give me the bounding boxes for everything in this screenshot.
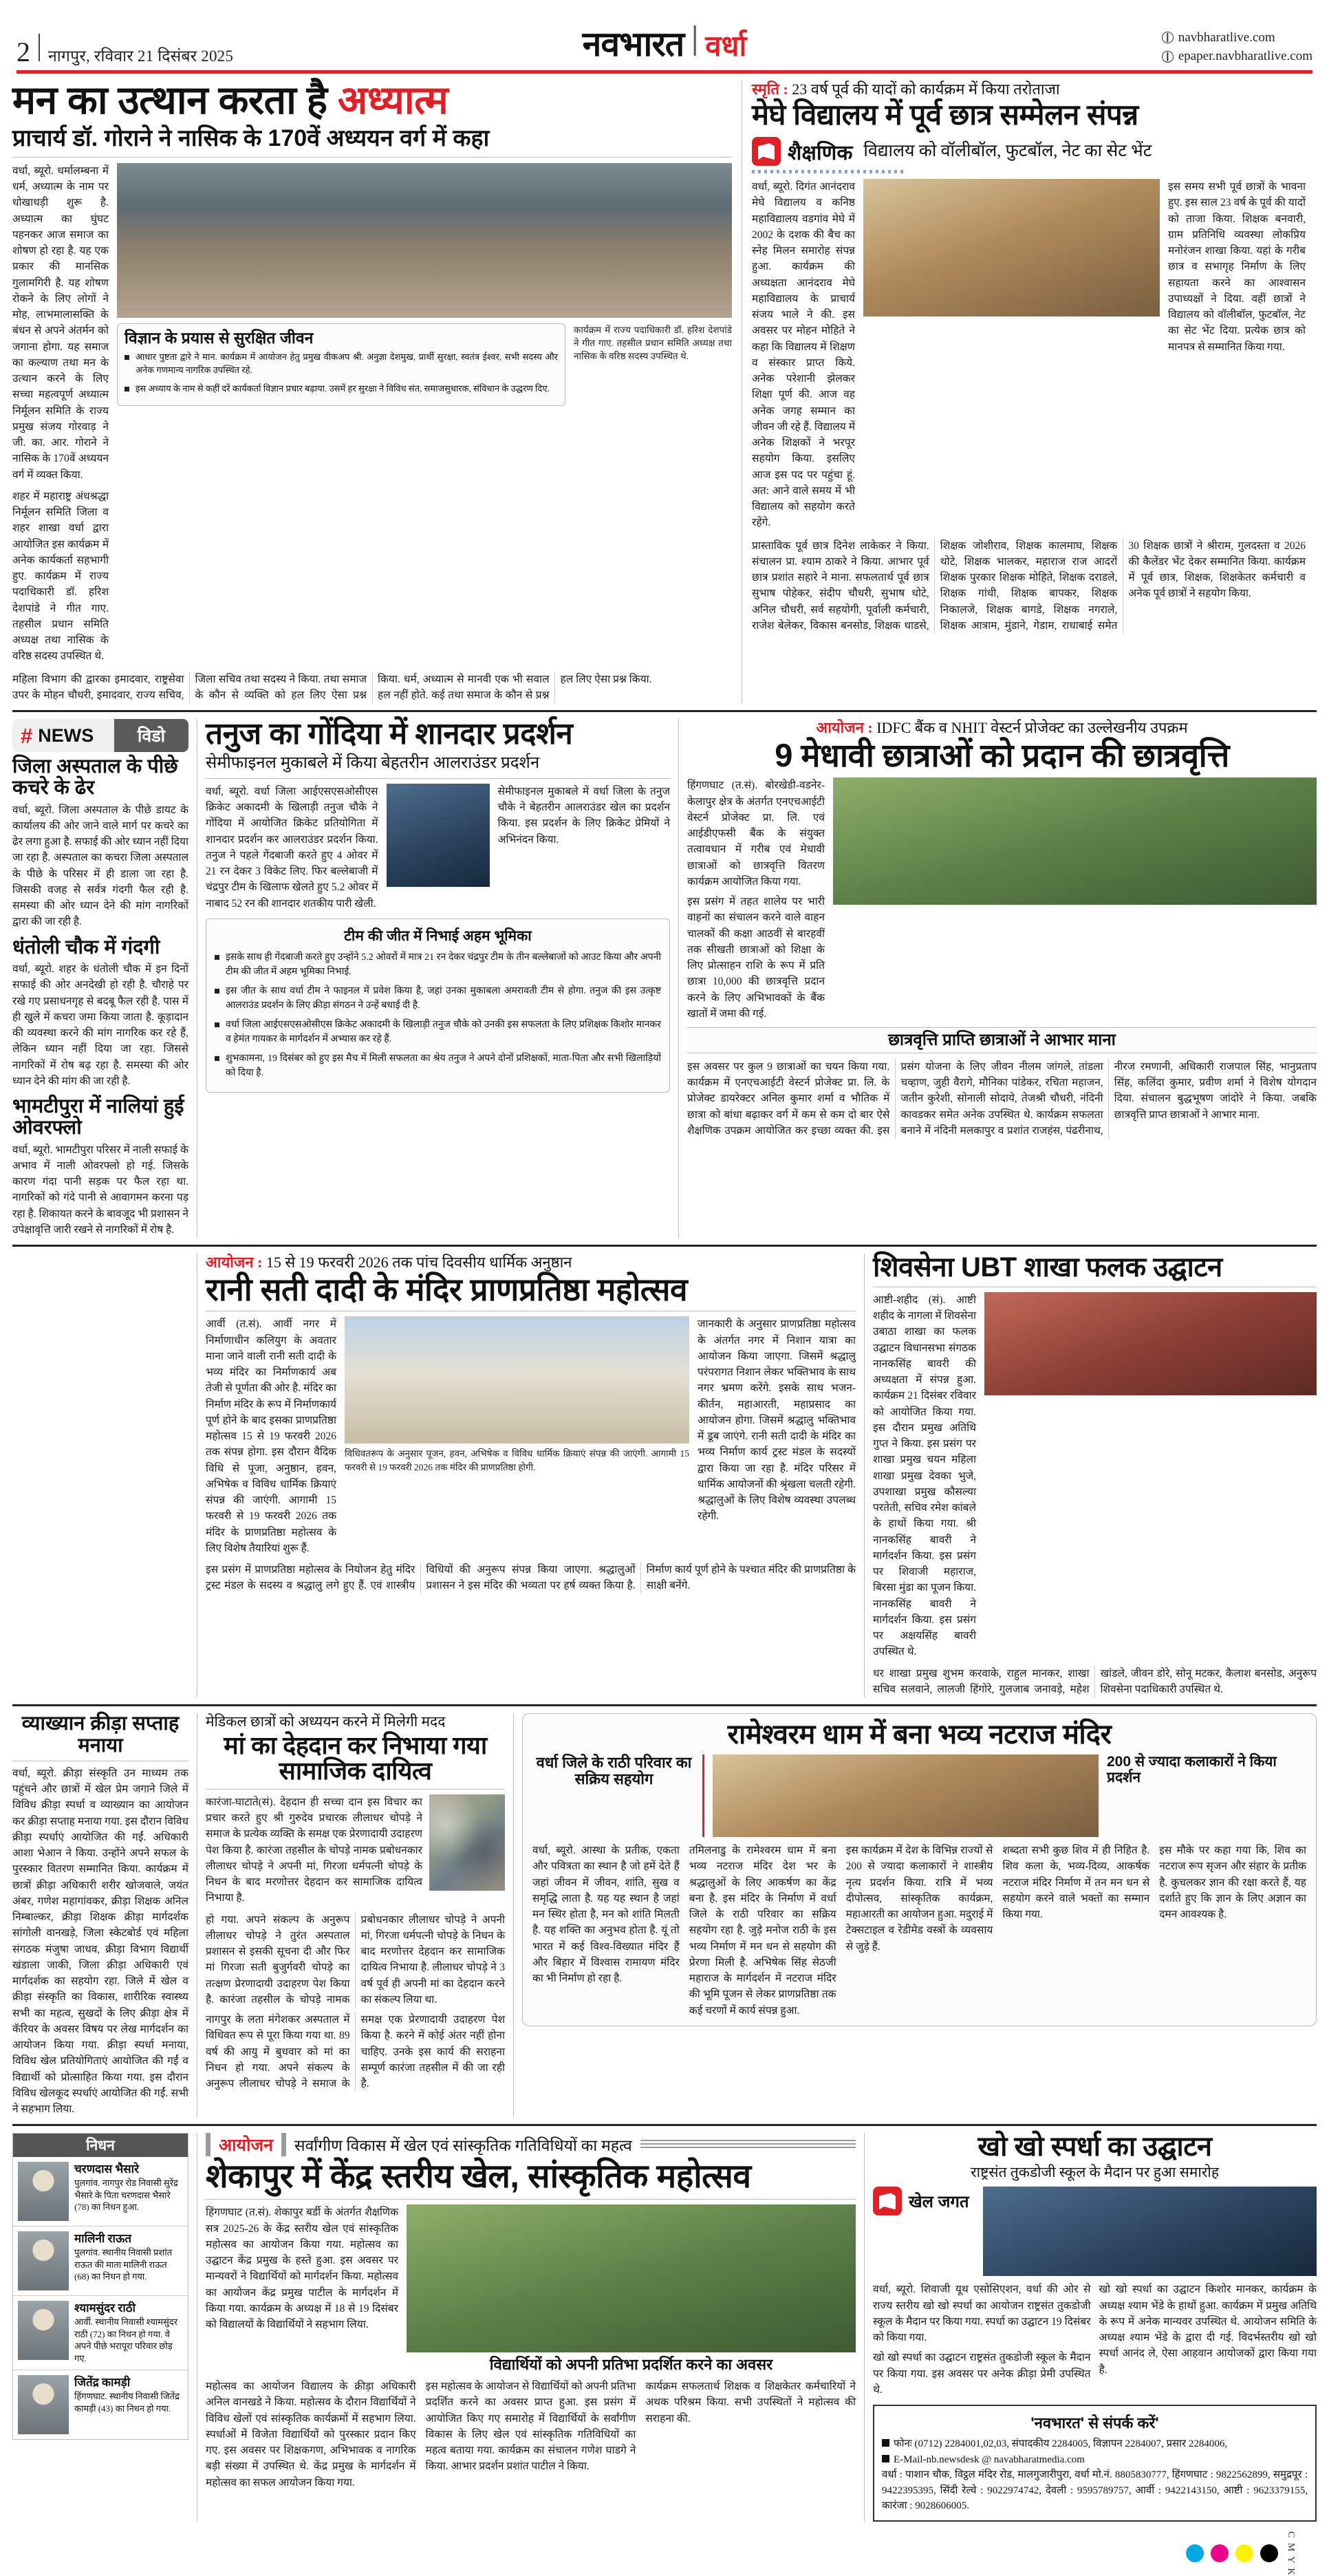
lead-headline-accent: अध्यात्म [337, 78, 449, 122]
news-item-headline: भामटीपुरा में नालियां हुई ओवरफ्लो [12, 1095, 184, 1139]
smriti-body-1: वर्धा, ब्यूरो. दिगंत आनंदराव मेघे विद्यालय व कनिष्ठ महाविद्यालय वडगांव मेघे में 2002 के दशक की बैच का स्नेह मिलन समारोह संपन्न हुआ. कार्यक्रम की अध्यक्षता आनंदराव मेघे महाविद्यालय के प्राचार्य संजय भाले ने की. इस अवसर पर मोहन मोहिते ने कहा कि विद्यालय में शिक्षण व संस्कार प्राप्त किये. अनेक परेशानी झेलकर शिक्षा पूर्ण की. आज वह अनेक जगह सम्मान का जीवन जी रहे हैं. विद्यालय में अनेक शिक्षकों ने भरपूर सहयोग किया. इसलिए आज इस पद पर पहुंचा हूं. अत: आने वाले समय में भी विद्यालय को सहयोग करते रहेंगे. [752, 181, 855, 529]
masthead-left [17, 34, 233, 66]
lead-headline [12, 80, 448, 120]
contact-address: वर्धा : पाशान चौक, विट्ठल मंदिर रोड, मालगुजारीपुरा, वर्धा मो.नं. 8805830777, हिंगणघाट : 9822562899, समुद्रपूर : 9422395395, सिंदी रेल्वे : 9022974742, देवली : 9595789757, आर्वी : 9422143150, आष्टी : 9623379155, कारंजा : 9028606005. [882, 2469, 1308, 2512]
tanuj-body-2: सेमीफाइनल मुकाबले में वर्धा जिला के तनुज चौके ने बेहतरीन आलराउंडर खेल का प्रदर्शन किया. इस प्रदर्शन के लिए क्रिकेट प्रेमियों ने अभिनंदन किया. [497, 785, 670, 846]
video-tag[interactable]: विडो [114, 719, 188, 752]
nataraj-body-5: इस मौके पर कहा गया कि, शिव का नटराज रूप सृजन और संहार के प्रतीक है. कुचलकर ज्ञान की रक्षा करते हैं, यह दर्शाते हुए कि ज्ञान के लिए अज्ञान का दमन आवश्यक है. [1159, 1845, 1306, 1920]
scholarship-pull-head: छात्रवृत्ति प्राप्ति छात्राओं ने आभार माना [888, 1031, 1116, 1050]
shaikshanik-badge [752, 137, 852, 166]
news-item-headline: धंतोली चौक में गंदगी [12, 936, 160, 958]
dateline: नागपुर, रविवार 21 दिसंबर 2025 [48, 47, 234, 65]
cmyk-cyan-dot [1186, 2544, 1204, 2562]
contact-email-text: E-Mail-nb.newsdesk @ navabharatmedia.com [894, 2454, 1085, 2465]
lead-headline-part1: मन का उत्थान करता है [12, 78, 338, 122]
dehdaan-body-3: नागपुर के लता मंगेशकर अस्पताल में विधिवत रूप से पूरा किया गया था. 89 वर्ष की आयु में बुधवार को मां का निधन हो गया. अपने संकल्प के अनुरूप लीलाधर चोपड़े ने समाज के समक्ष एक प्रेरणादायी उदाहरण पेश किया है. करने में कोई अंतर नहीं होना चाहिए. उनके इस कार्य की सराहना सम्पूर्ण कारंजा तहसील में की जा रही है. [206, 2014, 505, 2090]
obituary-column [12, 2133, 197, 2521]
obituary-row [13, 2296, 188, 2370]
tanuj-pull-head: टीम की जीत में निभाई अहम भूमिका [344, 927, 532, 944]
vyakhyan-body: वर्धा, ब्यूरो. क्रीड़ा संस्कृति उन माध्यम तक पहुंचने और छात्रों में खेल प्रेम जगाने जिले में विविध क्रीड़ा स्पर्धा व व्याख्यान का आयोजन कर क्रीड़ा सप्ताह मनाया गया. इस दौरान विविध क्रीड़ा स्पर्धाएं आयोजित की गईं. अधिकारी आशा भेआन ने किया. उन्होंने अपने सफल के पुरस्कार वितरण सम्मानित किया. कार्यक्रम में छात्रों क्रीड़ा अधिकारी शरीर खोजवाले, जयंत अंबर, गणेश महागांवकर, क्रीड़ा शिक्षक अनिल निम्बाल्कर, क्रीड़ा शिक्षक क्रीड़ा मार्गदर्शक सांगोली वानखड़े, जिला स्केटबोर्ड एवं महिला संगठक मंजुषा जाधव, क्रीड़ा विभाग विद्यार्थी खंडाला जाकी, जिला क्रीड़ा अधिकारी एवं मार्गदर्शक का सहयोग रहा. जिले में खेल व क्रीड़ा संस्कृति का विकास, शारीरिक स्वास्थ्य सभी का महत्व, सुखदों के लिए क्रीड़ा क्षेत्र में कॅरियर के अवसर विषय पर लेख मार्गदर्शन का आयोजन किया गया. क्रीड़ा स्पर्धा मनाया, विविध खेल प्रतियोगिताएं आयोजित की गईं व विद्यार्थी को प्रोत्साहित किया गया. इस दौरान विविध खेलकूद स्पर्धाएं आयोजित की गईं. सभी ने सहभाग लिया. [12, 1767, 188, 2116]
scholarship-body-4: इस अवसर पर कुल 9 छात्राओं का चयन किया गया. कार्यक्रम में एनएचआईटी वेस्टर्न प्रोजेक्ट प्रा. लि. के प्रोजेक्ट डायरेक्टर अनिल कुमार शर्मा व भौतिक में छात्रा को बांधा बढ़ाकर वर्ग में कम से कम दो बार ऐसे शैक्षणिक उपक्रम आयोजित कर इच्छा व्यक्त की. इस प्रसंग योजना के लिए जीवन नीलम जांगले, तांडला चव्हाण, जुही वैरागे, मौनिका पांडेकर, रचिता महाजन, जतीन कुरेशी, सोनाली सोदाये, तेजश्री चौधरी, नंदिनी कावडकर समेत अनेक उपस्थित थे. कार्यक्रम सफलता बनाने में नंदिनी मलकापुर व प्रशांत राजहंस, पंढरीनाथ, नीरज रमणानी, अधिकारी राजपाल सिंह, भानुप्रताप सिंह, कलिंदा कुमार, प्रवीण शर्मा ने विशेष योगदान दिया. संचालन बुद्धभूषण जांदोरे ने किया. जबकि छात्रवृत्ति प्राप्त छात्राओं ने आभार माना. [687, 1060, 1317, 1137]
news-item-headline: जिला अस्पताल के पीछे कचरे के ढेर [12, 755, 178, 799]
nataraj-subhead-1: वर्धा जिले के राठी परिवार का सक्रिय सहयोग [536, 1754, 692, 1788]
edition-name: वर्धा [705, 30, 747, 62]
tanuj-subhead: सेमीफाइनल मुकाबले में किया बेहतरीन आलराउंडर प्रदर्शन [206, 753, 540, 772]
mandir-kicker-rest: 15 से 19 फरवरी 2026 तक पांच दिवसीय धार्मिक अनुष्ठान [262, 1254, 572, 1271]
band-text: सर्वांगीण विकास में खेल एवं सांस्कृतिक गतिविधियों का महत्व [294, 2137, 632, 2155]
khokho-headline: खो खो स्पर्धा का उद्घाटन [977, 2132, 1212, 2162]
vyakhyan-story [12, 1713, 197, 2117]
smriti-kicker-rest: 23 वर्ष पूर्व की यादों को कार्यक्रम में किया तरोताजा [788, 80, 1060, 98]
obituary-text: पुलगांव. नागपुर रोड निवासी सुरेंद्र भैसारे के पिता चरणदास भैसारे (78) का निधन हुआ. [74, 2177, 178, 2213]
obituary-row [13, 2370, 188, 2439]
lead-body-2: शहर में महाराष्ट्र अंधश्रद्धा निर्मूलन समिति जिला व शहर शाखा वर्धा द्वारा आयोजित इस कार्यक्रम में अनेक कार्यकर्ता सहभागी हुए. कार्यक्रम में राज्य पदाधिकारी डॉ. हरिश देशपांडे ने गीत गाए. तहसील प्रधान समिति अध्यक्ष तथा नासिक के वरिष्ठ सदस्य उपस्थित थे. [12, 490, 109, 663]
nataraj-photo [713, 1754, 1099, 1837]
mahotsav-body-3: इस महोत्सव के आयोजन से विद्यार्थियों को अपनी प्रतिभा प्रदर्शित करने का अवसर प्राप्त हुआ. इस प्रसंग में आयोजित किए गए समारोह में विद्यार्थियों के सर्वांगीण विकास के लिए खेल एवं सांस्कृतिक गतिविधियों का महत्व बताया गया. कार्यक्रम का संचालन गणेश घाडगे ने किया. आभार प्रदर्शन प्रशांत पाटील ने किया. [425, 2381, 636, 2473]
nataraj-subhead-2: 200 से ज्यादा कलाकारों ने किया प्रदर्शन [1107, 1754, 1277, 1785]
obituary-name: जितेंद्र कामड़ी [74, 2376, 131, 2390]
contact-phone [882, 2436, 1308, 2452]
mandir-body-1: आर्वी (त.सं). आर्वी नगर में निर्माणाधीन कलियुग के अवतार माना जाने वाली रानी सती दादी के भव्य मंदिर का निर्माणकार्य अब तेजी से पूर्णता की ओर है. मंदिर का निर्माण मंदिर के रूप में निर्माणकार्य पूर्ण होने के बाद इसका प्राणप्रतिष्ठा महोत्सव 15 से 19 फरवरी 2026 तक संपन्न होगा. इस दौरान वैदिक विधि से पूजा, अनुष्ठान, हवन, अभिषेक व विविध धार्मिक क्रियाएं संपन्न की जाएंगी. आगामी 15 फरवरी से 19 फरवरी 2026 तक मंदिर के प्राणप्रतिष्ठा महोत्सव के लिए विशेष तैयारियां शुरू हैं. [206, 1318, 336, 1554]
obituary-photo [18, 2231, 69, 2290]
brand-lockup [583, 19, 747, 66]
cmyk-yellow-dot [1235, 2544, 1253, 2562]
obituary-text: आर्वी. स्थानीय निवासी श्यामसुंदर राठी (72) का निधन हो गया. वे अपने पीछे भरापूरा परिवार छोड़ गए. [74, 2316, 178, 2364]
dehdaan-body-1: कारंजा-घाटाते(सं). देहदान ही सच्चा दान इस विचार का प्रचार करते हुए श्री गुरुदेव प्रचारक लीलाधर चोपड़े ने समाज के प्रत्येक व्यक्ति के समक्ष एक प्रेरणादायी उदाहरण पेश किया है. कारंजा तहसील के चोपड़े नामक प्रबोधनकार लीलाधर चोपड़े ने अपनी मां, गिरजा धर्मपत्नी चोपड़े के निधन के बाद मरणोत्तर देहदान कर सामाजिक दायित्व निभाया है. [206, 1796, 422, 1904]
khokho-subhead: राष्ट्रसंत तुकडोजी स्कूल के मैदान पर हुआ समारोह [971, 2164, 1219, 2181]
lead-body-1: वर्धा, ब्यूरो. धर्मालम्बना में धर्म, अध्यात्म के नाम पर धोखाधड़ी शुरू है. अध्यात्म का घुंघट पहनकर आज समाज का शोषण हो रहा है. यह एक प्रकार की मानसिक गुलामगिरी है. यह शोषण रोकने के लिए लोगों ने मोह, लाभमालासक्ति के बंधन से अपने अंतर्मन को जगाना होगा. यह समाज का कल्याण तथा मन के उत्थान करने के लिए सच्चा महत्वपूर्ण अध्यात्म निर्मूलन समिति के राज्य प्रमुख संजय गोरवाड़ ने जी. का. आर. गोराने ने नासिक के 170वें अध्ययन वर्ग में व्यक्त किया. [12, 164, 109, 481]
scholarship-kicker-rest: IDFC बैंक व NHIT वेस्टर्न प्रोजेक्ट का उल्लेखनीय उपक्रम [872, 719, 1188, 737]
news-video-header[interactable] [12, 719, 188, 752]
band-red-label: आयोजन [219, 2136, 273, 2156]
khokho-body-2: खो खो स्पर्धा का उद्घाटन किशोर मानकर, कार्यक्रम के अध्यक्ष श्याम भेंडे के हाथों हुआ. कार्यक्रम में प्रमुख अतिथि के रूप में अनेक मान्यवर उपस्थित थे. आयोजन समिति के अध्यक्ष श्याम भेंडे के द्वारा दी गई. विदर्भस्तरीय खो खो स्पर्धा आनंद ले, ऐसा आहवान आयोजकों द्वारा किया गया है. [1099, 2284, 1317, 2376]
lead-lower-text: महिला विभाग की द्वारका इमादवार, राष्ट्रसेवा उपर के मोहन चौधरी, इमादवार, राज्य सचिव, जिला सचिव तथा सदस्य ने किया. तथा समाज के कौन से व्यक्ति को हल लिए ऐसा प्रश्न किया. धर्म, अध्यात्म से मानवी एक भी सवाल हल नहीं होते. कई तथा समाज के कौन से प्रश्न हल लिए ऐसा प्रश्न किया. [12, 673, 652, 701]
obituary-name: मालिनी राऊत [74, 2232, 131, 2246]
lead-story [12, 80, 742, 703]
shivsena-story [864, 1254, 1317, 1697]
mahotsav-photo [407, 2204, 856, 2352]
mandir-caption: विधिवतरूप के अनुसार पूजन, हवन, अभिषेक व विविध धार्मिक क्रियाएं संपन्न की जाएंगी. आगामी 15 फरवरी से 19 फरवरी 2026 तक मंदिर की प्राणप्रतिष्ठा होगी. [345, 1448, 689, 1472]
mahotsav-body-4: कार्यक्रम सफलतार्थ शिक्षक व शिक्षकेतर कर्मचारियों ने अथक परिश्रम किया. सभी उपस्थितों ने महोत्सव की सराहना की. [645, 2381, 856, 2425]
contact-heading: 'नवभारत' से संपर्क करें' [1030, 2414, 1159, 2432]
shivsena-headline: शिवसेना UBT शाखा फलक उद्घाटन [873, 1252, 1222, 1283]
brand-name: नवभारत [582, 25, 684, 63]
news-label: NEWS [38, 724, 94, 746]
mahotsav-story [197, 2133, 864, 2521]
dehdaan-kicker: मेडिकल छात्रों को अध्ययन करने में मिलेगी मदद [206, 1713, 446, 1730]
tanuj-pull-item: इसके साथ ही गेंदबाजी करते हुए उन्होंने 5.2 ओवरों में मात्र 21 रन देकर चंद्रपुर टीम के तीन बल्लेबाजों को आउट किया और अपनी टीम की जीत में अहम भूमिका निभाई. [215, 950, 661, 979]
smriti-headline: मेघे विद्यालय में पूर्व छात्र सम्मेलन संपन्न [752, 98, 1138, 131]
shivsena-photo [984, 1292, 1317, 1395]
tanuj-body-1: वर्धा, ब्यूरो. वर्धा जिला आईएसएसओसीएस क्रिकेट अकादमी के खिलाड़ी तनुज चौके ने गोंदिया में आयोजित क्रिकेट प्रतियोगिता में शानदार प्रदर्शन कर आलराउंडर प्रदर्शन किया. तनुज ने पहले गेंदबाजी करते हुए 4 ओवर में 21 रन देकर 3 विकेट लिए. फिर बल्लेबाजी में चंद्रपुर टीम के खिलाफ खेलते हुए 5.2 ओवर में नाबाद 52 रन की शानदार शतकीय पारी खेली. [206, 785, 378, 910]
mandir-body-2: जानकारी के अनुसार प्राणप्रतिष्ठा महोत्सव के अंतर्गत नगर में निशान यात्रा का आयोजन किया जाएगा. जिसमें श्रद्धालु परंपरागत निशान लेकर भक्तिभाव के साथ नगर भ्रमण करेंगे. इसके साथ भजन-कीर्तन, महाआरती, महाप्रसाद का आयोजन होगा. जिसमें श्रद्धालु भक्तिभाव में डूब जाएंगे. रानी सती दादी के मंदिर का भव्य निर्माण कार्य ट्रस्ट मंडल के सदस्यों द्वारा किया जा रहा है. मंदिर परिसर में धार्मिक आयोजनों की श्रृंखला चलती रहेगी. श्रद्धालुओं के लिए विशेष व्यवस्था उपलब्ध रहेगी. [698, 1318, 856, 1523]
mandir-kicker-red: आयोजन : [206, 1254, 263, 1271]
nataraj-body-2: तमिलनाडु के रामेश्वरम धाम में बना भव्य नटराज मंदिर देश भर के श्रद्धालुओं के लिए आकर्षण का केंद्र बना है. इस मंदिर के निर्माण में वर्धा जिले के राठी परिवार का सक्रिय सहयोग रहा है. जुड़े मनोज राठी के इस भव्य निर्माण में मन धन से सहयोग की प्रेरणा मिली है. अभिषेक सिंह सेठजी महाराज के मार्गदर्शन में नटराज मंदिर की भूमि पूजन से लेकर प्राणप्रतिष्ठा तक कई चरणों में कार्य संपन्न हुआ. [689, 1845, 836, 2017]
lead-caption-right: कार्यक्रम में राज्य पदाधिकारी डॉ. हरिश देशपांडे ने गीत गाए. तहसील प्रधान समिति अध्यक्ष तथा नासिक के वरिष्ठ सदस्य उपस्थित थे. [574, 324, 732, 362]
lead-caption-left: विज्ञान के प्रयास से सुरक्षित जीवन [125, 328, 314, 347]
obituary-row [13, 2226, 188, 2296]
nataraj-body-4: शब्दता सभी कुछ शिव में ही निहित है. शिव कला के, भव्य-दिव्य, आकर्षक नटराज मंदिर निर्माण में तन मन धन से सहयोग करने वाले भक्तों का सम्मान किया गया. [1002, 1845, 1150, 1920]
obituary-text: हिंगणघाट. स्थानीय निवासी जितेंद्र कामड़ी (43) का निधन हो गया. [74, 2390, 180, 2414]
khel-jagat-label: खेल जगत [909, 2192, 969, 2211]
mahotsav-body-2: महोत्सव का आयोजन विद्यालय के क्रीड़ा अधिकारी अनिल वानखडे ने किया. महोत्सव के दौरान विद्यार्थियों ने विविध खेलों एवं सांस्कृतिक कार्यक्रमों में सहभाग लिया. स्पर्धाओं में विजेता विद्यार्थियों को पुरस्कार प्रदान किए गए. इस अवसर पर शिक्षकगण, अभिभावक व नागरिक बड़ी संख्या में उपस्थित थे. केंद्र प्रमुख के मार्गदर्शन में महोत्सव का सफल आयोजन किया गया. [206, 2381, 416, 2489]
scholarship-headline: 9 मेधावी छात्राओं को प्रदान की छात्रवृत्ति [775, 737, 1229, 774]
dehdaan-photo [429, 1794, 505, 1891]
nataraj-body-1: वर्धा, ब्यूरो. आस्था के प्रतीक, एकता और पवित्रता का स्थान है जो हमें देते हैं जहां जीवन में जीवन, शांति, सुख व समृद्धि लाता है. यह यह स्थान है जहां मन स्थिर होता है, मन को शांति मिलती है. यह शक्ति का अनुभव होता है. यूं तो भारत में कई विश्व-विख्यात मंदिर हैं और बिहार में विश्वास रामायण मंदिर का भी निर्माण हो रहा है. [532, 1845, 680, 1984]
globe-icon [1162, 51, 1174, 63]
masthead-divider [39, 34, 40, 61]
badge-underline [752, 170, 903, 173]
tanuj-photo [387, 784, 490, 887]
band-lines [640, 2140, 856, 2149]
sports-icon [873, 2187, 902, 2215]
lead-subhead: प्राचार्य डॉ. गोराने ने नासिक के 170वें अध्ययन वर्ग में कहा [12, 125, 490, 152]
tanuj-headline: तनुज का गोंदिया में शानदार प्रदर्शन [206, 717, 573, 751]
scholarship-kicker [687, 719, 1317, 736]
khel-jagat-badge [873, 2187, 976, 2215]
obituary-name: श्यामसुंदर राठी [74, 2301, 136, 2315]
square-bullet-icon [882, 2455, 889, 2462]
lead-photo [117, 163, 732, 318]
news-video-continued [12, 1254, 197, 1697]
cmyk-black-dot [1260, 2544, 1278, 2562]
scholarship-body-1: हिंगणघाट (त.सं). बोरखेडी-वडनेर-केलापुर क्षेत्र के अंतर्गत एनएचआईटी वेस्टर्न प्रोजेक्ट प्रा. लि. एवं आईडीएफसी बैंक के संयुक्त तत्वावधान में गरीब एवं मेधावी छात्राओं को छात्रवृत्ति वितरण कार्यक्रम आयोजित किया गया. [687, 780, 825, 888]
lead-body-col [12, 163, 109, 665]
square-bullet-icon [882, 2439, 889, 2447]
brand-separator [693, 25, 695, 56]
smriti-kicker-red: स्मृति : [752, 80, 788, 98]
nataraj-body-3: इस कार्यक्रम में देश के विभिन्न राज्यों से 200 से ज्यादा कलाकारों ने शास्त्रीय नृत्य प्रदर्शन किया. रात्रि में भव्य दीपोत्सव, सांस्कृतिक कार्यक्रम, महाआरती का आयोजन हुआ. मदुराई में टेक्सटाइल व रेडीमेड वस्त्रों के व्यवसाय से जुड़े हैं. [845, 1845, 993, 1953]
mandir-headline: रानी सती दादी के मंदिर प्राणप्रतिष्ठा महोत्सव [206, 1271, 688, 1308]
khokho-body-3: खो खो स्पर्धा का उद्घाटन राष्ट्रसंत तुकडोजी स्कूल के मैदान पर किया गया. इस अवसर पर अनेक क्रीड़ा प्रेमी उपस्थित थे. [873, 2352, 1091, 2396]
nataraj-headline: रामेश्वरम धाम में बना भव्य नटराज मंदिर [727, 1719, 1112, 1750]
mandir-body-3: इस प्रसंग में प्राणप्रतिष्ठा महोत्सव के नियोजन हेतु मंदिर ट्रस्ट मंडल के सदस्य व श्रद्धालु लगे हुए हैं. एवं शास्त्रीय विधियों की अनुरूप संपन्न किया जाएगा. श्रद्धालुओं प्रशासन ने इस मंदिर की भव्यता पर हर्ष व्यक्त किया है. निर्माण कार्य पूर्ण होने के पश्चात मंदिर की प्राणप्रतिष्ठा के साक्षी बनेंगे. [206, 1564, 856, 1592]
hash-icon: # [21, 723, 33, 748]
website-link[interactable] [1162, 28, 1312, 47]
band-bar [281, 2133, 286, 2156]
shivsena-body-2: धर शाखा प्रमुख शुभम करवाके, राहुल मानकर, शाखा सचिव सलवाने, लालजी हिंगोरे, गुलजाब जनावड़े, महेश खांडले, जीवन डोरे, सोनू मटकर, कैलाश बनसोड, अनुरूप शिवसेना पदाधिकारी उपस्थित थे. [873, 1667, 1317, 1695]
obituary-photo [18, 2162, 69, 2221]
shaikshanik-label: शैक्षणिक [788, 141, 853, 164]
obituary-photo [18, 2375, 69, 2434]
epaper-url: epaper.navbharatlive.com [1178, 49, 1312, 64]
mahotsav-body-1: हिंगणघाट (त.सं). शेकापुर बर्डी के अंतर्गत शैक्षणिक सत्र 2025-26 के केंद्र स्तरीय खेल एवं सांस्कृतिक महोत्सव का आयोजन किया गया. महोत्सव का उद्घाटन केंद्र प्रमुख के हस्ते हुआ. इस अवसर पर मान्यवरों ने विद्यार्थियों को मार्गदर्शन किया. महोत्सव का आयोजन केंद्र प्रमुख पाटील के मार्गदर्शन में किया गया. कार्यक्रम के अध्यक्ष में 18 से 19 दिसंबर को विद्यालयों के विद्यार्थियों ने सहभाग लिया. [206, 2207, 398, 2331]
shivsena-body-1: आष्टी-शहीद (सं). आष्टी शहीद के नागला में शिवसेना उबाठा शाखा का फलक उद्घाटन विधानसभा संगठक नानकसिंह बावरी की अध्यक्षता में संपन्न हुआ. कार्यक्रम 21 दिसंबर रविवार को आयोजित किया गया. इस दौरान प्रमुख अतिथि गुप्त ने किया. इस प्रसंग पर शाखा प्रमुख चयन महिला शाखा प्रमुख देवका भुजे, उपशाखा प्रमुख कौसल्या परतेती, सचिव रमेश कांबले के हाथों किया गया. श्री नानकसिंह बावरी ने मार्गदर्शन किया. इस प्रसंग पर शिवाजी महाराज, बिरसा मुंडा का पूजन किया. नानकसिंह बावरी ने मार्गदर्शन किया. इस प्रसंग पर अक्षयसिंह बावरी उपस्थित थे. [873, 1294, 976, 1658]
mahotsav-band [206, 2133, 856, 2156]
tanuj-pull-item: वर्धा जिला आईएसएसओसीएस क्रिकेट अकादमी के खिलाड़ी तनुज चौके को उनकी इस सफलता के लिए प्रशिक्षक किशोर मानकर व हेमंत गायकर के मार्गदर्शन में अभ्यास कर रहे हैं. [215, 1018, 661, 1046]
mandir-kicker [206, 1254, 856, 1271]
dehdaan-headline: मां का देहदान कर निभाया गया सामाजिक दायित्व [224, 1731, 487, 1785]
smriti-kicker [752, 80, 1306, 98]
tanuj-pullbox [206, 919, 670, 1093]
masthead-links [1162, 28, 1312, 66]
book-icon [752, 137, 781, 166]
mahotsav-headline: शेकापुर में केंद्र स्तरीय खेल, सांस्कृतिक महोत्सव [206, 2158, 751, 2196]
khokho-story [864, 2133, 1317, 2521]
obituary-box [12, 2133, 188, 2440]
lead-bullet-1: आधार पुष्टता द्वारे ने मान. कार्यक्रम में आयोजन हेतु प्रमुख वीकअप श्री. अनुज्ञा देशमुख, प्रार्थी सुरक्षा, स्वतंत्र ईश्वर, सभी सदस्य और अनेक गणमान्य नागरिक उपस्थित रहे. [125, 350, 558, 377]
news-item-body: वर्धा, ब्यूरो. जिला अस्पताल के पीछे डायट के कार्यालय की ओर जाने वाले मार्ग पर कचरे का ढेर लगा हुआ है. सफाई की ओर ध्यान नहीं दिया जा रहा है. अस्पताल का कचरा जिला अस्पताल के पीछे के परिसर में ही डाला जा रहा है. जिसकी वजह से सर्वत्र गंदगी फैल रही है. समस्या की ओर ध्यान देने की मांग नागरिकों द्वारा की जा रही है. [12, 804, 188, 928]
smriti-body-3: प्रास्ताविक पूर्व छात्र दिनेश लाकेकर ने किया. संचालन प्रा. श्याम ठाकरे ने किया. आभार पूर्व छात्र प्रशांत सहारे ने माना. सफलतार्थ पूर्व छात्र सुभाष पोहेकर, संदीप चौधरी, सुभाष धोटे, अनिल चौधरी, सर्व सहयोगी, पूर्वाली कर्मचारी, राजेश बेलेकर, विकास बनसोड, शिक्षक धाडसे, शिक्षक जोशीराव, शिक्षक कालमाघ, शिक्षक थोटे, शिक्षक भालकर, महाराज राज आदरों शिक्षक पुरकार शिक्षक मोहिते, शिक्षक दराडले, शिक्षक गांधी, शिक्षक बापकर, शिक्षक निकालजे, शिक्षक बागडे, शिक्षक नगराले, शिक्षक आत्राम, मुंडाने, गेडाम, राधाबाई समेत 30 शिक्षक छात्रों ने श्रीराम, गुलदस्ता व 2026 की कैलेंडर भेंट देकर सम्मानित किया. कार्यक्रम में पूर्व छात्र, शिक्षक, शिक्षकेतर कर्मचारी व अनेक पूर्व छात्रों ने सहयोग किया. [752, 539, 1306, 632]
tanuj-pull-item: इस जीत के साथ वर्धा टीम ने फाइनल में प्रवेश किया है, जहां उनका मुकाबला अमरावती टीम से होगा. तनुज की इस उत्कृष्ट आलराउंड प्रदर्शन के लिए क्रीड़ा संगठन ने उन्हें बधाई दी है. [215, 984, 661, 1013]
scholarship-kicker-red: आयोजन : [816, 719, 873, 737]
cmyk-label: C M Y K [1286, 2531, 1296, 2576]
globe-icon [1162, 32, 1174, 43]
news-video-left [12, 719, 114, 752]
dehdaan-body-2: हो गया. अपने संकल्प के अनुरूप लीलाधर चोपड़े ने तुरंत अस्पताल प्रशासन से इसकी सूचना दी और फिर मां गिरजा सती बुजुर्गवरी चोपड़े का तत्क्षण प्रेरणादायी उदाहरण पेश किया है. कारंजा तहसील के चोपड़े नामक प्रबोधनकार लीलाधर चोपड़े ने अपनी मां, गिरजा धर्मपत्नी चोपड़े के निधन के बाद मरणोत्तर देहदान कर सामाजिक दायित्व निभाया है. लीलाधर चोपड़े ने 3 वर्ष पूर्व ही अपनी मां का देहदान करने का संकल्प लिया था. [206, 1913, 505, 2006]
epaper-link[interactable] [1162, 47, 1312, 66]
obituary-name: चरणदास भैसारे [74, 2162, 140, 2176]
masthead [12, 0, 1317, 66]
band-bar [206, 2133, 210, 2156]
masthead-rule [17, 70, 1312, 74]
smriti-subhead: विद्यालय को वॉलीबॉल, फुटबॉल, नेट का सेट भेंट [863, 142, 1152, 161]
contact-phone-text: फोनः (0712) 2284001,02,03, संपादकीय 2284005, विज्ञापन 2284007, प्रसार 2284006, [894, 2438, 1228, 2450]
lead-bullet-2: इस अध्याय के नाम से कहीं दरें कार्यकर्ता विज्ञान प्रचार बढ़ाया. उसमें हर सुरक्षा ने विविध संत, समाजसुधारक, संविधान के उद्धरण दिए. [125, 382, 558, 396]
website-url: navbharatlive.com [1178, 30, 1275, 45]
news-item-body: वर्धा, ब्यूरो. शहर के धंतोली चौक में इन दिनों सफाई की ओर अनदेखी हो रही है. चौराहे पर रखे गए प्रसाधनगृह से बदबू फैल रही है. पास में ही खुले में कचरा जमा किया जाता है. कूड़ादान की व्यवस्था करने की मांग नागरिक कर रहे हैं, लेकिन ध्यान नहीं दिया जा रहा. जिससे नागरिकों में रोष बढ़ रहा है. समस्या की ओर ध्यान देने की मांग की जा रही है. [12, 963, 188, 1087]
tanuj-pull-item: शुभकामना, 19 दिसंबर को हुए इस मैच में मिली सफलता का श्रेय तनुज ने अपने दोनों प्रशिक्षकों, माता-पिता और सभी खिलाड़ियों को दिया है. [215, 1051, 661, 1080]
smriti-story [742, 80, 1306, 703]
cmyk-magenta-dot [1211, 2544, 1229, 2562]
scholarship-story [678, 719, 1317, 1238]
contact-box [873, 2405, 1317, 2522]
smriti-body-2: इस समय सभी पूर्व छात्रों के भावना हुए. इस साल 23 वर्ष के पूर्व की यादों को ताजा किया. शिक्षक बनवारी, ग्राम प्रतिनिधि व्यवस्था लोकप्रिय मनोरंजन शाखा किया. यहां के गरीब छात्र व सभागृह निर्माण के लिए सहायता करने का आश्वासन उपाध्यक्षों ने दिया. वहीं छात्रों ने विद्यालय को वॉलीबॉल, फुटबॉल, नेट का सेट भेंट दिया. प्रत्येक छात्र को मानपत्र से सम्मानित किया गया. [1168, 181, 1306, 353]
vyakhyan-headline: व्याख्यान क्रीड़ा सप्ताह मनाया [21, 1713, 180, 1757]
mandir-photo [345, 1316, 689, 1443]
scholarship-body-2: इस प्रसंग में तहत शालेय पर भारी वाहनों का संचालन करने वाले वाहन चालकों की कक्षा आठवीं से बारहवीं तक सीखती छात्राओं को शिक्षा के लिए प्रोत्साहन राशि के रूप में प्रति छात्रा 10,000 की छात्रवृत्ति प्रदान करने के लिए अभिभावकों के बैंक खातों में जमा की गई. [687, 896, 825, 1020]
scholarship-photo [833, 777, 1317, 905]
obituary-row [13, 2157, 188, 2226]
obituary-text: पुलगांव. स्थानीय निवासी प्रशांत राऊत की माता मालिनी राऊत (68) का निधन हो गया. [74, 2246, 173, 2282]
news-item-body: वर्धा, ब्यूरो. भामटीपुरा परिसर में नाली सफाई के अभाव में नाली ओवरफ्लो हो गई. जिसके कारण गंदा पानी सड़क पर फैल रहा था. नागरिकों को गंदे पानी से आवागमन करना पड़ रहा है. शिकायत करने के बावजूद भी प्रशासन ने उपेक्षावृत्ति जारी रखने से नागरिकों में रोष है. [12, 1144, 188, 1236]
cmyk-registration [12, 2531, 1317, 2576]
tanuj-story [197, 719, 678, 1238]
obituary-heading: निधन [13, 2134, 188, 2157]
obituary-photo [18, 2301, 69, 2360]
mandir-story [197, 1254, 864, 1697]
news-video-column [12, 719, 197, 1238]
contact-email[interactable] [882, 2452, 1308, 2468]
smriti-photo [863, 179, 1160, 316]
page-number: 2 [17, 36, 30, 67]
mahotsav-caption: विद्यार्थियों को अपनी प्रतिभा प्रदर्शित करने का अवसर [489, 2356, 773, 2374]
nataraj-story [513, 1713, 1317, 2117]
dehdaan-story [197, 1713, 513, 2117]
khokho-photo [983, 2187, 1317, 2276]
khokho-body-1: वर्धा, ब्यूरो. शिवाजी यूथ एसोसिएशन, वर्धा की ओर से राज्य स्तरीय खो खो स्पर्धा का आयोजन राष्ट्रसंत तुकडोजी स्कूल के मैदान पर किया गया. स्पर्धा का उद्घाटन 19 दिसंबर को किया गया. [873, 2284, 1091, 2344]
